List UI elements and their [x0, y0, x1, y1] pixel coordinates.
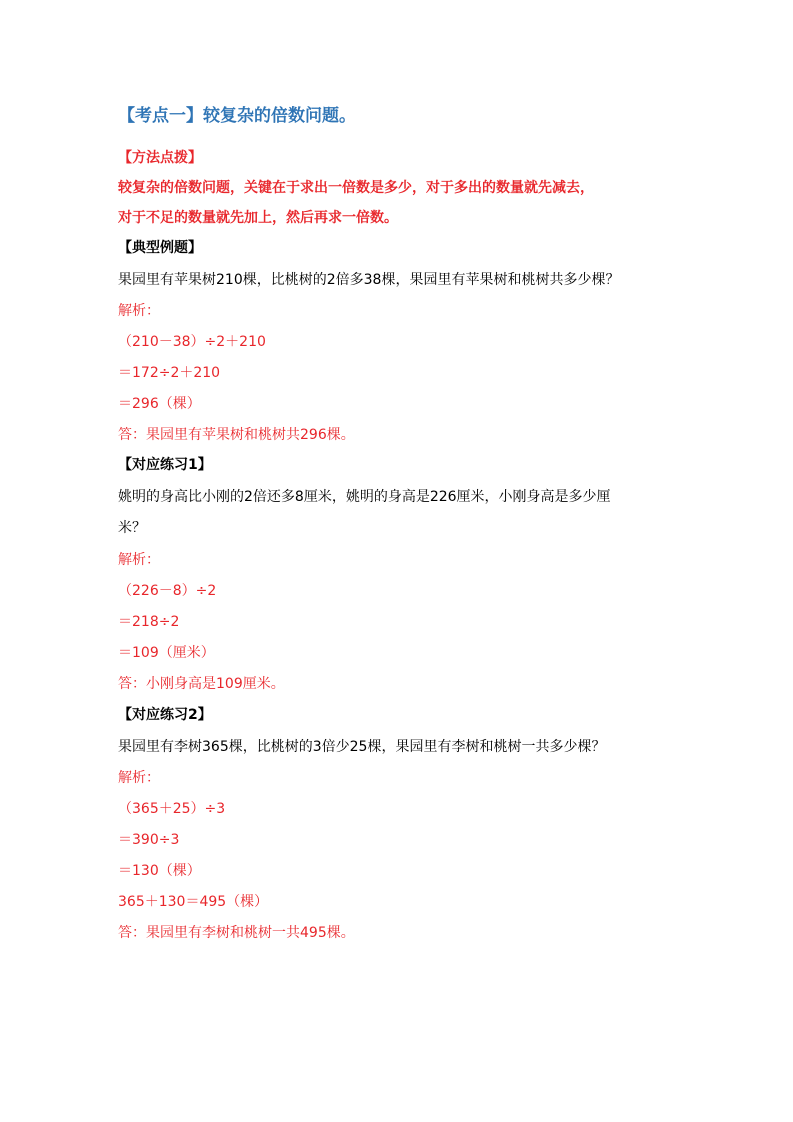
section-title: 【考点一】较复杂的倍数问题。 [118, 106, 356, 126]
practice2-step-1: （365＋25）÷3 [118, 801, 226, 817]
practice2-analysis-label: 解析： [118, 770, 160, 786]
example-analysis-label: 解析： [118, 303, 160, 319]
practice1-analysis-label: 解析： [118, 552, 160, 568]
practice2-step-4: 365＋130＝495（棵） [118, 894, 269, 910]
practice1-step-3: ＝109（厘米） [118, 645, 215, 661]
practice2-step-2: ＝390÷3 [118, 832, 180, 848]
practice1-step-1: （226－8）÷2 [118, 583, 217, 599]
example-answer: 答：果园里有苹果树和桃树共296棵。 [118, 427, 355, 443]
example-step-1: （210－38）÷2＋210 [118, 334, 266, 350]
practice1-heading: 【对应练习1】 [118, 457, 212, 473]
practice1-question-line-2: 米？ [118, 520, 146, 536]
method-heading: 【方法点拨】 [118, 150, 202, 166]
practice1-step-2: ＝218÷2 [118, 614, 180, 630]
practice2-answer: 答：果园里有李树和桃树一共495棵。 [118, 925, 355, 941]
example-step-2: ＝172÷2＋210 [118, 365, 221, 381]
practice2-question: 果园里有李树365棵，比桃树的3倍少25棵，果园里有李树和桃树一共多少棵？ [118, 739, 606, 755]
example-step-3: ＝296（棵） [118, 396, 201, 412]
example-question: 果园里有苹果树210棵，比桃树的2倍多38棵，果园里有苹果树和桃树共多少棵？ [118, 272, 620, 288]
method-line-2: 对于不足的数量就先加上，然后再求一倍数。 [118, 210, 398, 226]
practice1-question-line-1: 姚明的身高比小刚的2倍还多8厘米，姚明的身高是226厘米，小刚身高是多少厘 [118, 489, 611, 505]
practice2-step-3: ＝130（棵） [118, 863, 201, 879]
method-line-1: 较复杂的倍数问题，关键在于求出一倍数是多少，对于多出的数量就先减去， [118, 180, 594, 196]
practice1-answer: 答：小刚身高是109厘米。 [118, 676, 285, 692]
example-heading: 【典型例题】 [118, 240, 202, 256]
practice2-heading: 【对应练习2】 [118, 707, 212, 723]
